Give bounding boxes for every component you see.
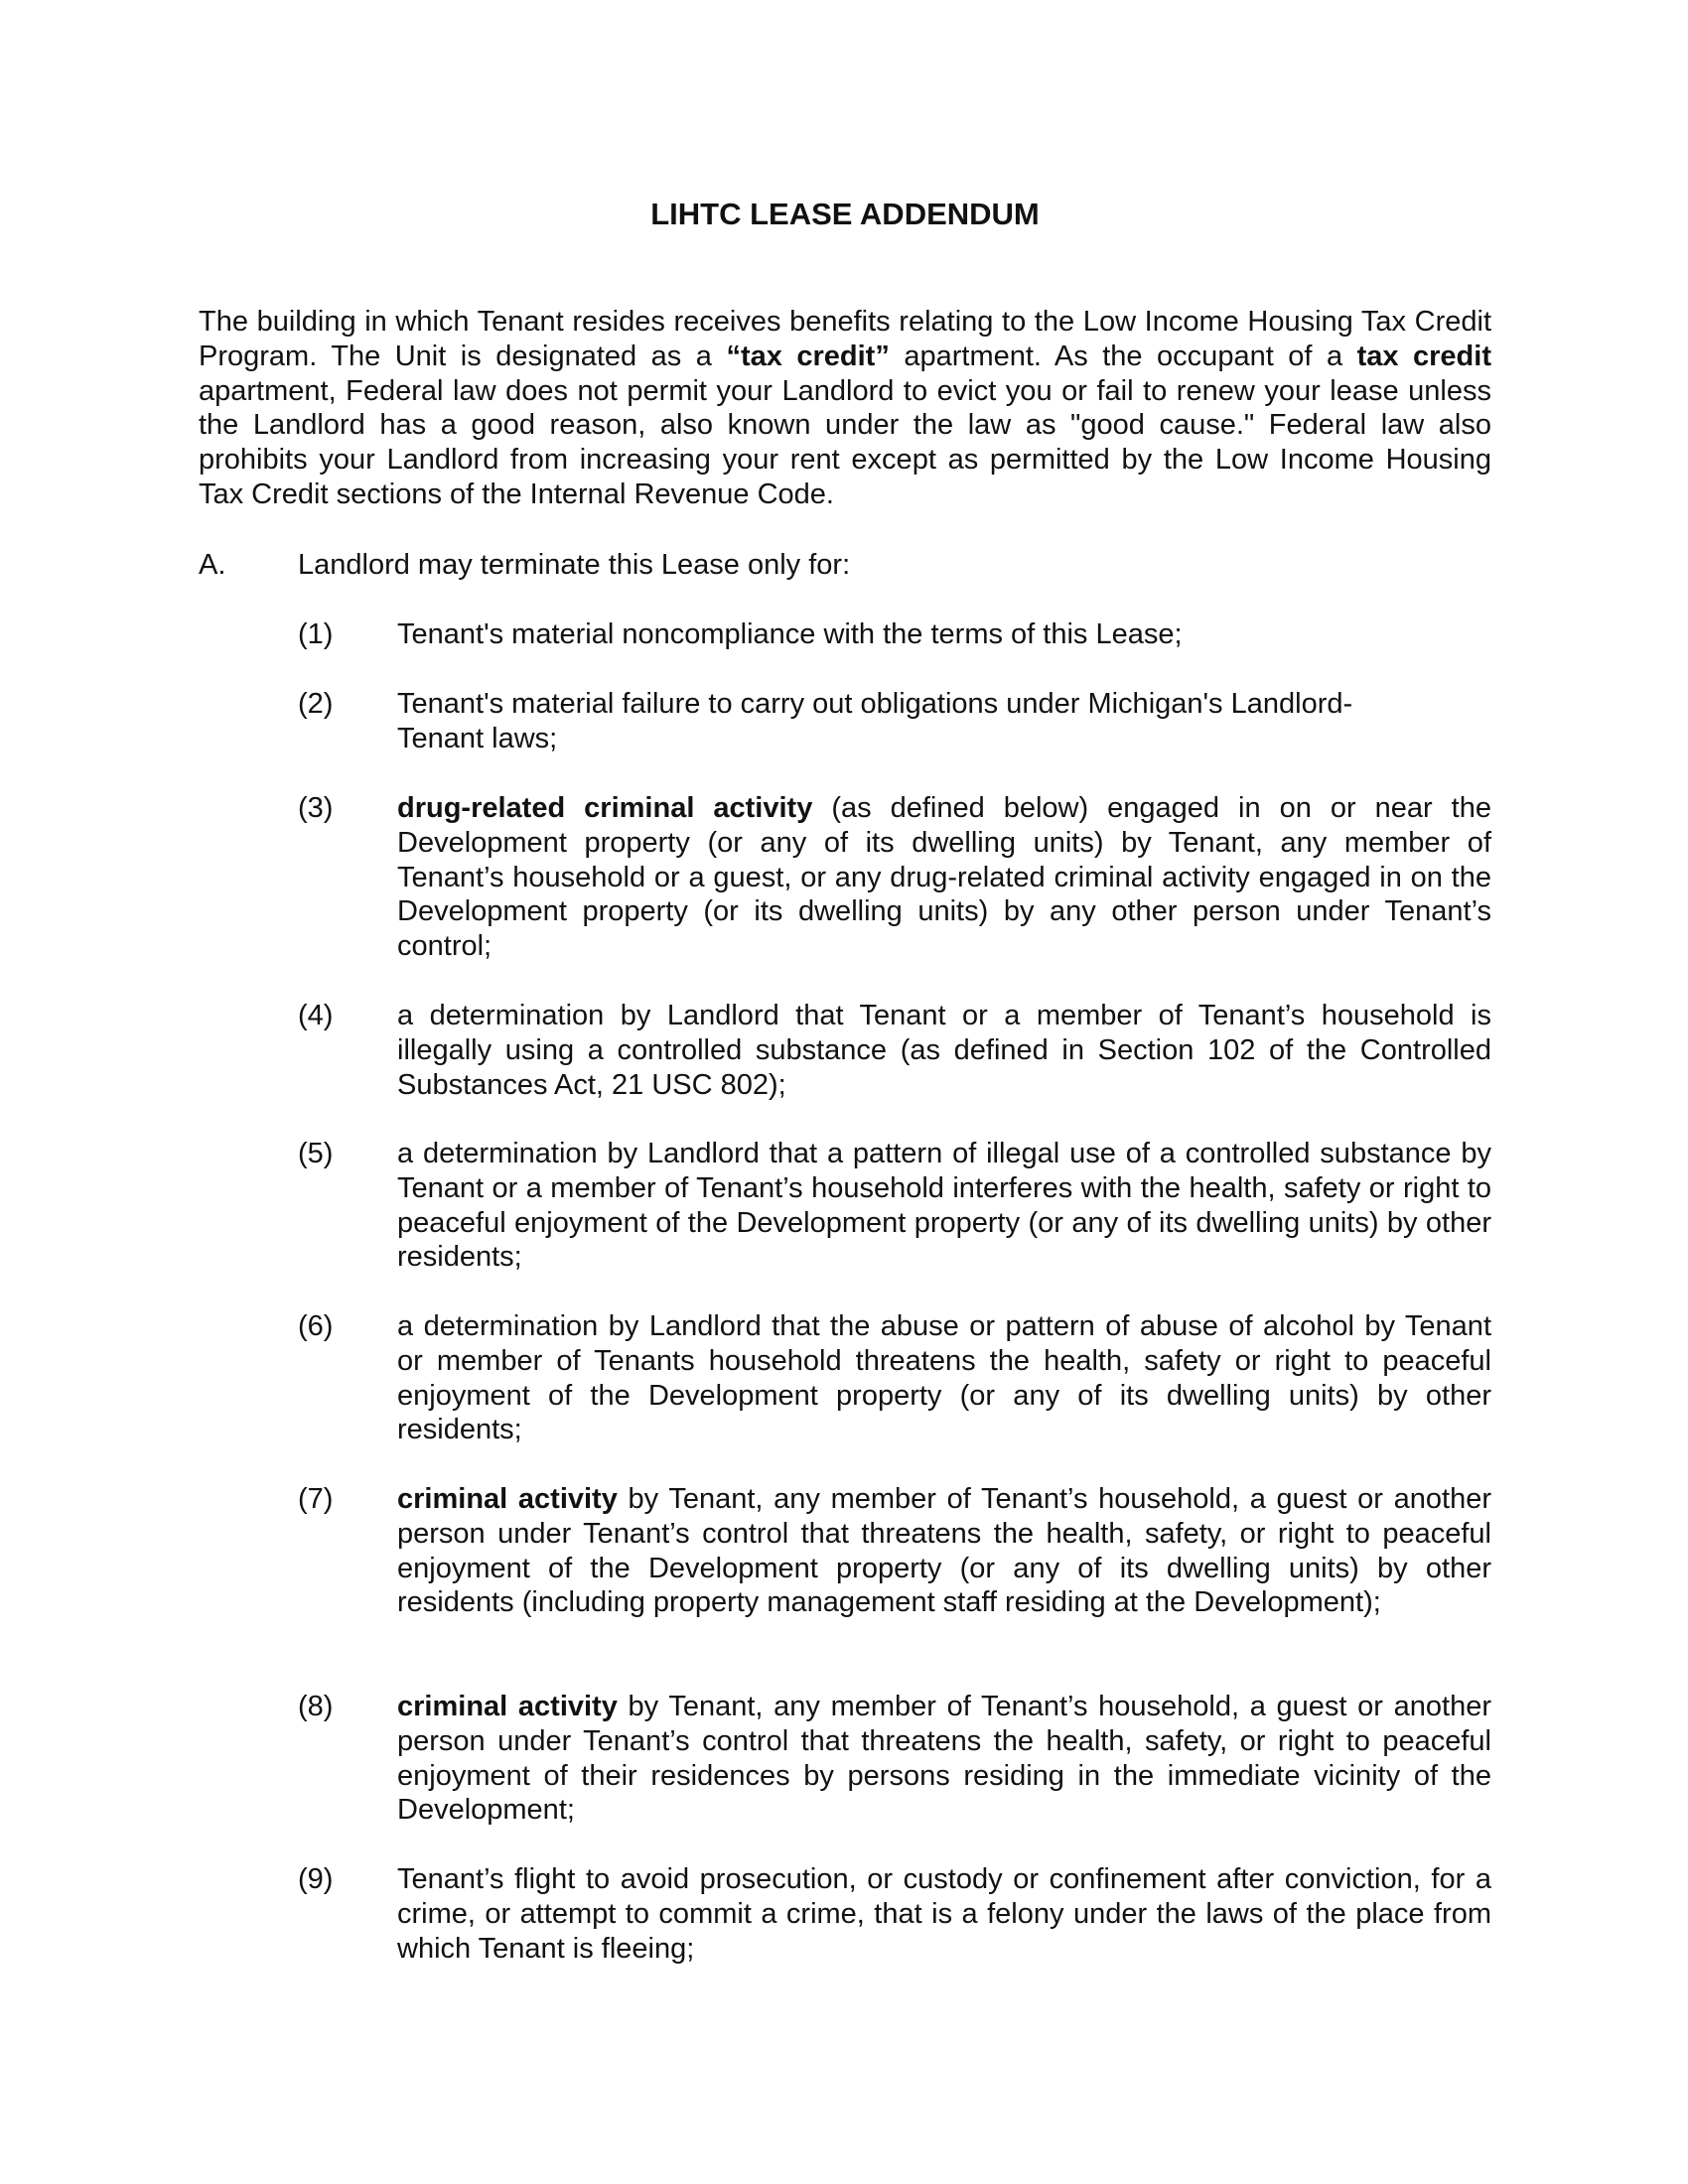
list-item-text: drug-related criminal activity (as defined below) engaged in on or near the Development property (or any of its dwelling units) by Tenant, any member of Tenant’s household or a guest, or any drug-related criminal activity engaged in on the Development property (or its dwelling units) by any other person under Tenant’s control; [397,792,1491,963]
list-item-number: (7) [298,1483,334,1515]
intro-text-1: The building in which Tenant resides receives benefits relating to the Low Income Housing Tax Credit Program. The Unit is designated as a [199,306,1491,372]
list-item-text: a determination by Landlord that Tenant or a member of Tenant’s household is illegally using a controlled substance (as defined in Section 102 of the Controlled Substances Act, 21 USC 802); [397,1000,1491,1101]
section-a-lead: Landlord may terminate this Lease only for: [298,549,851,581]
list-item-text: Tenant's material failure to carry out obligations under Michigan's Landlord-Tenant laws; [397,688,1353,754]
list-item-number: (2) [298,688,334,720]
list-item-number: (8) [298,1691,334,1722]
list-item-number: (1) [298,618,334,650]
intro-paragraph [199,305,1491,512]
list-item-text: a determination by Landlord that a pattern of illegal use of a controlled substance by Tenant or a member of Tenant’s household interferes with the health, safety or right to peaceful enjoyment of the Development property (or any of its dwelling units) by other residents; [397,1138,1491,1274]
bold-term: drug-related criminal activity [397,792,813,824]
bold-term: criminal activity [397,1691,618,1722]
list-item-number: (6) [298,1310,334,1342]
list-item-text: criminal activity by Tenant, any member of Tenant’s household, a guest or another person under Tenant’s control that threatens the health, safety, or right to peaceful enjoyment of the Development property (or any of its dwelling units) by other residents (including property management staff residing at the Development); [397,1483,1491,1619]
list-item-number: (4) [298,1000,334,1031]
intro-bold-tax-credit-quoted: “tax credit” [726,340,890,372]
list-item-number: (9) [298,1863,334,1895]
list-item-number: (3) [298,792,334,824]
intro-text-2: apartment. As the occupant of a [889,340,1357,372]
list-item-text: Tenant’s flight to avoid prosecution, or custody or confinement after conviction, for a crime, or attempt to commit a crime, that is a felony under the laws of the place from which Tenant is fleeing; [397,1863,1491,1965]
list-item-text: a determination by Landlord that the abuse or pattern of abuse of alcohol by Tenant or member of Tenants household threatens the health, safety or right to peaceful enjoyment of the Development property (or any of its dwelling units) by other residents; [397,1310,1491,1446]
document-title: LIHTC LEASE ADDENDUM [650,197,1040,231]
intro-bold-tax-credit: tax credit [1356,340,1491,372]
list-item-text: criminal activity by Tenant, any member of Tenant’s household, a guest or another person under Tenant’s control that threatens the health, safety, or right to peaceful enjoyment of their residences by persons residing in the immediate vicinity of the Development; [397,1691,1491,1827]
list-item-text: Tenant's material noncompliance with the terms of this Lease; [397,618,1183,650]
section-a-letter: A. [199,549,226,581]
bold-term: criminal activity [397,1483,618,1515]
list-item-number: (5) [298,1138,334,1169]
intro-text-3: apartment, Federal law does not permit your Landlord to evict you or fail to renew your lease unless the Landlord has a good reason, also known under the law as "good cause." Federal law also prohibits your Landlord from increasing your rent except as permitted by the Low Income Housing Tax Credit sections of the Internal Revenue Code. [199,374,1491,510]
